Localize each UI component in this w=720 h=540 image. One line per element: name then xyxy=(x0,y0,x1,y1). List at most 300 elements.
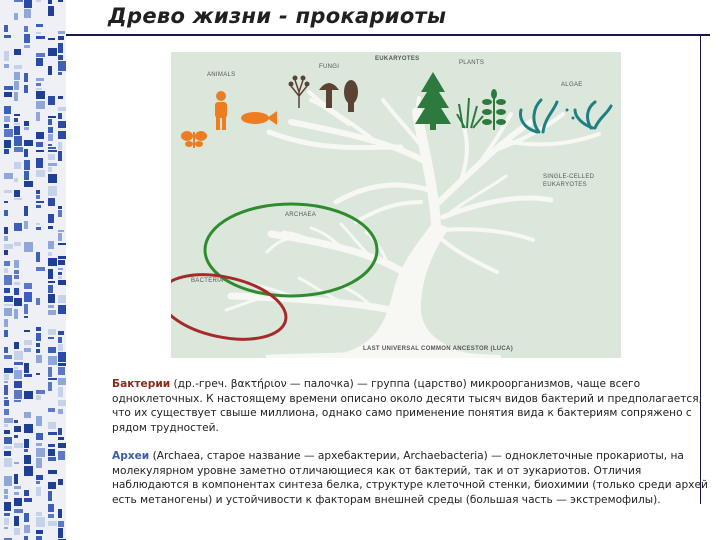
barcode-bar xyxy=(58,36,64,40)
label-bacteria: BACTERIA xyxy=(191,278,224,284)
barcode-bar xyxy=(4,437,12,444)
barcode-bar xyxy=(4,355,12,359)
barcode-bar xyxy=(48,514,54,518)
barcode-bar xyxy=(24,73,28,82)
animal-silhouettes xyxy=(181,91,277,148)
title-underline xyxy=(66,34,710,36)
barcode-bar xyxy=(58,479,63,485)
barcode-bar xyxy=(48,116,56,118)
barcode-bar xyxy=(58,233,62,241)
seaweed-icon xyxy=(521,100,557,132)
barcode-bar xyxy=(24,242,33,252)
barcode-bar xyxy=(36,433,43,440)
barcode-bar xyxy=(14,162,21,169)
label-luca: LAST UNIVERSAL COMMON ANCESTOR (LUCA) xyxy=(363,346,513,352)
barcode-bar xyxy=(36,190,40,194)
barcode-bar xyxy=(4,173,13,179)
barcode-bar xyxy=(36,227,41,230)
barcode-bar xyxy=(58,121,66,128)
barcode-bar xyxy=(48,127,53,133)
barcode-bar xyxy=(14,420,18,423)
barcode-bar xyxy=(4,227,8,234)
barcode-bar xyxy=(48,38,55,40)
barcode-bar xyxy=(48,285,53,293)
barcode-bar xyxy=(14,309,18,319)
barcode-bar xyxy=(48,408,55,412)
barcode-bar xyxy=(14,190,20,197)
barcode-bar xyxy=(24,363,29,373)
barcode-bar xyxy=(14,147,23,152)
barcode-bar xyxy=(58,230,64,232)
barcode-bar xyxy=(24,424,33,433)
barcode-bar xyxy=(4,489,8,494)
label-eukaryotes: EUKARYOTES xyxy=(375,56,420,62)
barcode-bar xyxy=(48,347,56,353)
barcode-bar xyxy=(4,424,8,427)
barcode-bar xyxy=(24,304,28,314)
barcode-bar xyxy=(36,395,41,400)
barcode-bar xyxy=(24,160,30,170)
barcode-bar xyxy=(24,525,30,533)
barcode-bar xyxy=(36,91,45,99)
barcode-bar xyxy=(14,462,19,464)
barcode-bar xyxy=(36,530,43,534)
barcode-bar xyxy=(24,283,32,289)
barcode-bar xyxy=(4,330,8,337)
barcode-bar xyxy=(58,131,66,139)
mushroom-icon xyxy=(319,83,339,90)
barcode-bar xyxy=(4,250,8,255)
barcode-bar xyxy=(24,340,32,345)
barcode-bar xyxy=(58,344,63,351)
barcode-bar xyxy=(14,275,19,279)
barcode-bar xyxy=(48,134,53,141)
barcode-bar xyxy=(4,451,11,456)
archaea-paragraph xyxy=(112,449,708,507)
barcode-bar xyxy=(4,347,8,353)
barcode-bar xyxy=(4,51,9,61)
barcode-bar xyxy=(4,190,12,193)
barcode-bar xyxy=(24,330,30,332)
archaea-description: (Archaea, старое название — архебактерии, Archaebacteria) — одноклеточные прокариоты, на молекулярном уровне заметно отличающиеся как от бактерий, так и от эукариотов. Отличия наблюдаются в компонентах синтеза белка, структуре клеточной стенки, биохимии (только среди архей есть метаногены) и устойчивости к факторам внешней среды (большая часть — экстремофилы). xyxy=(112,450,708,506)
barcode-bar xyxy=(36,355,42,363)
barcode-bar xyxy=(58,528,63,538)
barcode-bar xyxy=(24,127,29,130)
barcode-bar xyxy=(14,474,18,484)
morel-icon xyxy=(344,80,358,104)
barcode-bar xyxy=(58,61,66,71)
barcode-bar xyxy=(24,498,32,502)
barcode-bar xyxy=(48,422,56,429)
barcode-bar xyxy=(4,275,12,285)
barcode-bar xyxy=(48,432,57,435)
label-fungi: FUNGI xyxy=(319,64,340,70)
barcode-bar xyxy=(48,150,57,152)
barcode-bar xyxy=(48,226,53,229)
barcode-bar xyxy=(14,126,20,135)
barcode-bar xyxy=(4,116,10,122)
barcode-bar xyxy=(58,387,63,397)
barcode-bar xyxy=(4,25,8,32)
barcode-bar xyxy=(36,327,41,331)
barcode-bar xyxy=(36,205,41,208)
barcode-bar xyxy=(58,337,62,343)
barcode-bar xyxy=(48,337,54,339)
barcode-bar xyxy=(48,378,57,380)
barcode-bar xyxy=(4,400,9,406)
barcode-bar xyxy=(14,72,20,80)
barcode-bar xyxy=(4,140,11,148)
barcode-bar xyxy=(14,198,22,200)
barcode-bar xyxy=(4,149,9,154)
barcode-bar xyxy=(14,223,22,231)
barcode-bar xyxy=(4,35,11,38)
barcode-bar xyxy=(24,171,29,180)
barcode-bar xyxy=(48,258,57,266)
barcode-bar xyxy=(4,304,13,306)
barcode-bar xyxy=(14,498,22,506)
barcode-bar xyxy=(58,367,65,375)
bacteria-paragraph xyxy=(112,377,708,435)
barcode-bar xyxy=(24,121,29,126)
barcode-bar xyxy=(58,113,62,119)
barcode-bar xyxy=(24,221,28,229)
barcode-bar xyxy=(58,243,66,245)
barcode-bar xyxy=(58,256,66,259)
barcode-bar xyxy=(36,201,44,203)
barcode-bar xyxy=(58,142,62,150)
barcode-bar xyxy=(48,482,56,489)
barcode-bar xyxy=(24,536,28,540)
barcode-bar xyxy=(4,409,9,415)
barcode-bar xyxy=(4,374,9,380)
barcode-bar xyxy=(14,298,22,306)
label-animals: ANIMALS xyxy=(207,72,236,78)
barcode-bar xyxy=(14,381,22,388)
barcode-bar xyxy=(14,288,19,295)
barcode-bar xyxy=(14,492,19,495)
barcode-bar xyxy=(58,295,66,303)
barcode-bar xyxy=(24,374,32,377)
barcode-bar xyxy=(36,150,44,152)
barcode-bar xyxy=(24,9,31,18)
barcode-bar xyxy=(48,444,55,447)
barcode-bar xyxy=(14,435,18,438)
barcode-bar xyxy=(24,513,29,522)
barcode-bar xyxy=(36,536,42,540)
barcode-bar xyxy=(58,400,66,406)
barcode-bar xyxy=(58,107,66,111)
barcode-bar xyxy=(24,348,31,352)
barcode-bar xyxy=(58,331,64,335)
barcode-bar xyxy=(36,458,42,468)
barcode-bar xyxy=(24,149,28,157)
barcode-bar xyxy=(4,527,8,529)
butterfly-icon xyxy=(181,131,207,148)
barcode-bar xyxy=(58,96,63,99)
barcode-bar xyxy=(4,236,8,241)
barcode-bar xyxy=(24,455,31,464)
barcode-bar xyxy=(48,96,55,105)
barcode-bar xyxy=(58,443,66,448)
barcode-bar xyxy=(58,268,63,270)
archaea-term: Археи xyxy=(112,450,150,462)
barcode-bar xyxy=(14,390,22,399)
barcode-bar xyxy=(14,13,18,20)
barcode-bar xyxy=(36,195,40,199)
barcode-bar xyxy=(24,0,32,8)
barcode-bar xyxy=(14,282,20,285)
barcode-bar xyxy=(58,409,63,414)
barcode-bar xyxy=(36,24,43,27)
barcode-bar xyxy=(14,65,22,69)
barcode-bar xyxy=(14,136,22,146)
barcode-bar xyxy=(14,400,21,402)
barcode-bar xyxy=(4,319,8,327)
barcode-bar xyxy=(58,43,63,53)
bacteria-description: (др.-греч. βακτήριον — палочка) — группа (царство) микроорганизмов, чаще всего одноклеточных. К настоящему времени описано около десяти тысяч видов бактерий и предполагается, что их существует свыше миллиона, однако само применение понятия вида к бактериям сопряжено с рядом трудностей. xyxy=(112,378,702,434)
barcode-bar xyxy=(48,457,56,461)
barcode-bar xyxy=(36,517,45,527)
barcode-bar xyxy=(4,201,8,203)
barcode-bar xyxy=(36,0,41,2)
barcode-bar xyxy=(58,272,62,275)
barcode-bar xyxy=(58,210,62,217)
barcode-bar xyxy=(58,363,66,366)
barcode-bar xyxy=(48,449,55,456)
barcode-bar xyxy=(4,64,9,68)
barcode-bar xyxy=(36,252,40,262)
barcode-bar xyxy=(36,267,45,271)
barcode-bar xyxy=(4,308,12,316)
barcode-bar xyxy=(24,391,33,399)
barcode-bar xyxy=(24,439,29,448)
barcode-bar xyxy=(4,418,13,423)
barcode-bar xyxy=(36,88,42,90)
barcode-bar xyxy=(14,114,20,116)
barcode-bar xyxy=(14,118,18,122)
barcode-bar xyxy=(14,81,19,90)
archaea-branches xyxy=(267,224,403,272)
barcode-bar xyxy=(14,260,19,268)
barcode-bar xyxy=(48,356,57,365)
barcode-bar xyxy=(58,305,66,314)
barcode-bar xyxy=(58,509,62,518)
barcode-bar xyxy=(48,154,55,160)
barcode-bar xyxy=(14,123,20,125)
barcode-bar xyxy=(14,270,19,274)
barcode-bar xyxy=(48,167,52,172)
barcode-bar xyxy=(24,26,28,32)
barcode-bar xyxy=(48,6,54,16)
barcode-bar xyxy=(36,448,45,457)
barcode-bar xyxy=(36,481,40,484)
barcode-bar xyxy=(48,470,57,474)
barcode-bar xyxy=(58,521,64,527)
barcode-bar xyxy=(36,443,42,446)
barcode-bar xyxy=(48,163,57,166)
barcode-bar xyxy=(48,198,55,206)
barcode-bar xyxy=(36,349,40,353)
barcode-bar xyxy=(4,495,8,499)
barcode-bar xyxy=(48,144,52,146)
barcode-bar xyxy=(24,292,32,302)
algae-frond-icon xyxy=(575,102,611,128)
barcode-bar xyxy=(14,528,20,535)
barcode-bar xyxy=(24,490,29,496)
barcode-bar xyxy=(48,66,52,75)
barcode-bar xyxy=(4,502,11,511)
decorative-barcode-strip xyxy=(0,0,66,540)
barcode-bar xyxy=(4,476,12,486)
barcode-bar xyxy=(48,367,52,377)
barcode-bar xyxy=(4,368,13,373)
barcode-bar xyxy=(14,370,22,379)
barcode-bar xyxy=(48,147,56,149)
barcode-bar xyxy=(58,276,62,279)
barcode-bar xyxy=(36,333,41,341)
barcode-bar xyxy=(24,85,28,93)
barcode-bar xyxy=(58,437,64,440)
barcode-bar xyxy=(36,78,44,81)
barcode-bar xyxy=(24,466,33,476)
barcode-bar xyxy=(58,151,62,161)
barcode-bar xyxy=(4,92,12,97)
barcode-bar xyxy=(48,0,52,4)
barcode-bar xyxy=(4,210,8,216)
barcode-bar xyxy=(48,174,57,183)
barcode-bar xyxy=(36,475,43,480)
plant-silhouettes xyxy=(415,72,506,130)
barcode-bar xyxy=(14,516,19,526)
barcode-bar xyxy=(58,428,62,435)
barcode-bar xyxy=(58,72,62,75)
label-archaea: ARCHAEA xyxy=(285,212,317,218)
barcode-bar xyxy=(4,244,13,249)
barcode-bar xyxy=(4,385,8,395)
barcode-bar xyxy=(14,49,21,55)
barcode-bar xyxy=(48,48,57,56)
barcode-bar xyxy=(4,518,9,525)
barcode-bar xyxy=(48,186,57,196)
barcode-bar xyxy=(36,487,41,496)
barcode-bar xyxy=(36,132,44,139)
barcode-bar xyxy=(58,206,62,209)
barcode-bar xyxy=(4,381,8,383)
barcode-bar xyxy=(48,252,52,256)
barcode-bar xyxy=(4,124,9,128)
barcode-bar xyxy=(58,378,66,385)
barcode-bar xyxy=(14,443,23,448)
barcode-bar xyxy=(58,451,65,460)
fish-icon xyxy=(241,112,269,124)
barcode-bar xyxy=(14,178,18,182)
barcode-bar xyxy=(48,521,57,526)
barcode-bar xyxy=(36,101,45,109)
barcode-bar xyxy=(24,34,30,43)
barcode-bar xyxy=(14,342,19,349)
barcode-bar xyxy=(24,45,30,48)
barcode-bar xyxy=(4,268,8,273)
barcode-bar xyxy=(58,280,66,285)
barcode-bar xyxy=(14,362,23,365)
barcode-bar xyxy=(14,351,23,360)
barcode-bar xyxy=(14,426,21,432)
barcode-bar xyxy=(36,158,43,168)
barcode-bar xyxy=(48,119,52,125)
barcode-bar xyxy=(24,449,28,452)
label-single-celled-1: SINGLE-CELLED xyxy=(543,174,595,180)
barcode-bar xyxy=(58,31,65,34)
barcode-bar xyxy=(48,310,56,315)
barcode-bar xyxy=(58,0,63,2)
barcode-bar xyxy=(14,509,23,513)
barcode-bar xyxy=(48,329,56,335)
barcode-bar xyxy=(14,0,23,2)
barcode-bar xyxy=(4,296,13,302)
label-algae: ALGAE xyxy=(561,82,583,88)
barcode-bar xyxy=(48,281,55,283)
barcode-bar xyxy=(36,112,40,121)
barcode-bar xyxy=(36,170,45,177)
barcode-bar xyxy=(48,214,54,223)
barcode-bar xyxy=(36,53,45,57)
barcode-bar xyxy=(4,430,10,434)
barcode-bar xyxy=(36,83,41,86)
algae-silhouettes xyxy=(521,100,611,132)
barcode-bar xyxy=(36,416,42,426)
barcode-bar xyxy=(24,316,28,318)
barcode-bar xyxy=(36,512,42,516)
barcode-bar xyxy=(24,412,31,418)
barcode-bar xyxy=(36,223,40,225)
barcode-bar xyxy=(36,58,43,66)
barcode-bar xyxy=(58,55,63,60)
barcode-bar xyxy=(48,294,55,303)
barcode-bar xyxy=(24,206,28,216)
barcode-bar xyxy=(36,142,43,147)
barcode-bar xyxy=(48,241,54,249)
human-icon xyxy=(216,91,226,101)
barcode-bar xyxy=(48,305,54,308)
barcode-bar xyxy=(14,242,21,246)
barcode-bar xyxy=(14,92,18,101)
barcode-bar xyxy=(36,36,45,39)
barcode-bar xyxy=(36,373,40,375)
barcode-bar xyxy=(36,32,41,34)
barcode-bar xyxy=(4,86,13,90)
barcode-bar xyxy=(24,140,33,146)
barcode-bar xyxy=(48,382,52,391)
bacteria-term: Бактерии xyxy=(112,378,171,390)
barcode-bar xyxy=(58,260,65,265)
barcode-bar xyxy=(4,106,11,114)
barcode-bar xyxy=(4,513,10,516)
barcode-bar xyxy=(36,343,40,347)
label-plants: PLANTS xyxy=(459,60,485,66)
barcode-bar xyxy=(48,269,53,279)
barcode-bar xyxy=(4,446,12,449)
barcode-bar xyxy=(24,181,33,187)
tree-of-life-figure xyxy=(171,52,621,358)
barcode-bar xyxy=(36,390,45,394)
barcode-bar xyxy=(36,298,40,305)
barcode-bar xyxy=(4,261,10,266)
barcode-bar xyxy=(58,352,66,362)
leafy-plant-icon xyxy=(482,89,506,130)
barcode-bar xyxy=(48,491,52,501)
barcode-bar xyxy=(14,486,21,489)
